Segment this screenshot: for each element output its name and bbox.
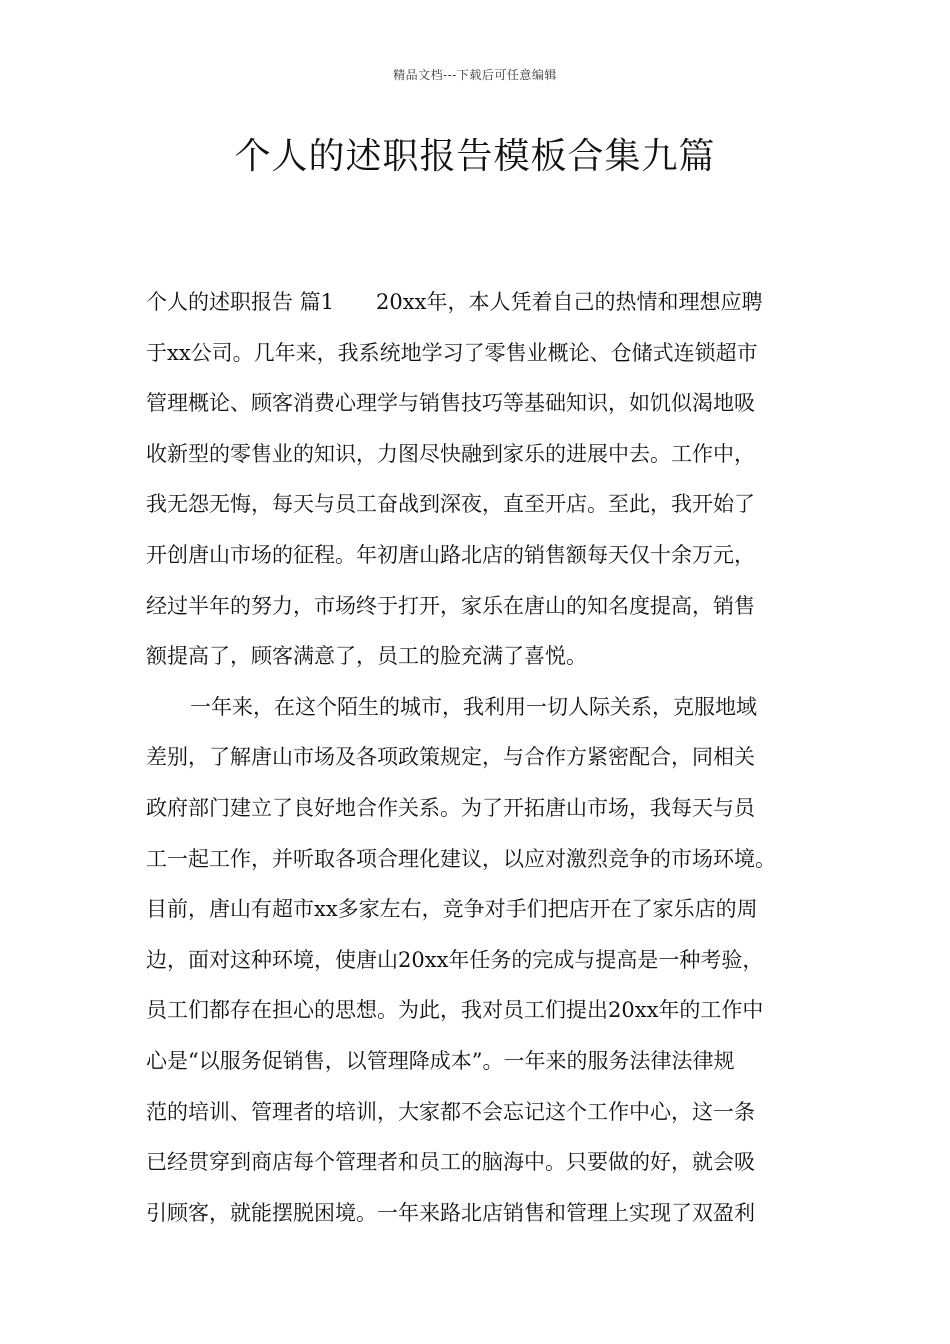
body-line: 心是“以服务促销售，以管理降成本”。一年来的服务法律法律规 [146, 1048, 735, 1073]
body-line: 一年来，在这个陌生的城市，我利用一切人际关系，克服地域 [190, 694, 757, 719]
body-line: 我无怨无悔，每天与员工奋战到深夜，直至开店。至此，我开始了 [146, 492, 755, 517]
body-line: 工一起工作，并听取各项合理化建议，以应对激烈竞争的市场环境。 [146, 846, 776, 871]
body-line: 差别，了解唐山市场及各项政策规定，与合作方紧密配合，同相关 [146, 745, 755, 770]
body-line: 员工们都存在担心的思想。为此，我对员工们提出20xx年的工作中 [146, 998, 764, 1023]
body-line: 管理概论、顾客消费心理学与销售技巧等基础知识，如饥似渴地吸 [146, 391, 755, 416]
body-line: 个人的述职报告 篇1 20xx年，本人凭着自己的热情和理想应聘 [146, 290, 763, 314]
body-line: 边，面对这种环境，使唐山20xx年任务的完成与提高是一种考验， [146, 947, 764, 972]
body-line: 额提高了，顾客满意了，员工的脸充满了喜悦。 [146, 644, 587, 669]
header-note: 精品文档---下载后可任意编辑 [393, 68, 557, 82]
body-line: 范的培训、管理者的培训，大家都不会忘记这个工作中心，这一条 [146, 1099, 755, 1124]
body-line: 收新型的零售业的知识，力图尽快融到家乐的进展中去。工作中， [146, 441, 755, 466]
body-line: 目前，唐山有超市xx多家左右，竞争对手们把店开在了家乐店的周 [146, 897, 758, 922]
body-line: 开创唐山市场的征程。年初唐山路北店的销售额每天仅十余万元， [146, 542, 755, 567]
body-line: 经过半年的努力，市场终于打开，家乐在唐山的知名度提高，销售 [146, 593, 755, 618]
document-body [146, 286, 826, 1247]
body-line: 政府部门建立了良好地合作关系。为了开拓唐山市场，我每天与员 [146, 795, 755, 820]
body-line: 引顾客，就能摆脱困境。一年来路北店销售和管理上实现了双盈利 [146, 1200, 755, 1225]
document-title: 个人的述职报告模板合集九篇 [234, 136, 716, 177]
body-line: 于xx公司。几年来，我系统地学习了零售业概论、仓储式连锁超市 [146, 340, 758, 365]
body-line: 已经贯穿到商店每个管理者和员工的脑海中。只要做的好，就会吸 [146, 1150, 755, 1175]
